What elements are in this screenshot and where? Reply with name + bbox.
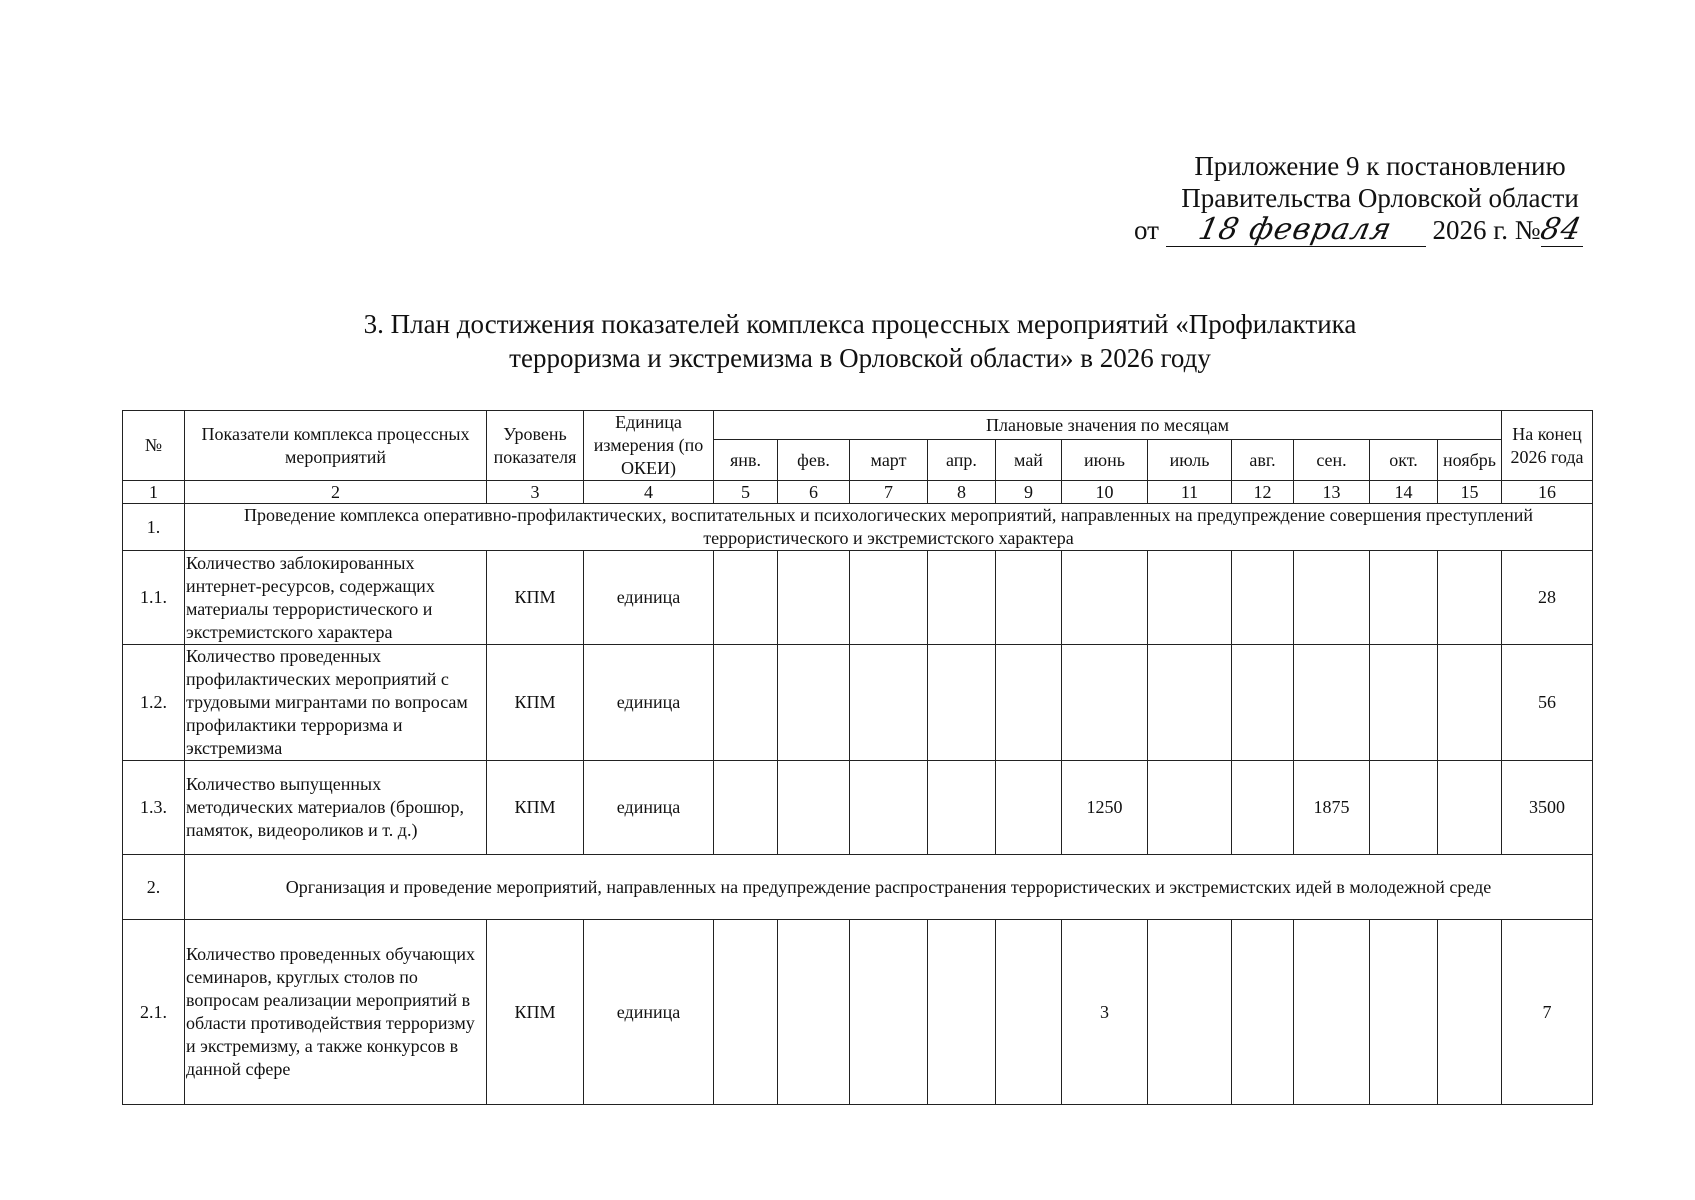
empty-cell (850, 761, 928, 855)
column-numbers-row (123, 481, 1593, 504)
empty-cell (714, 551, 778, 645)
col-num-3: 3 (487, 481, 584, 504)
empty-cell (1148, 920, 1232, 1105)
col-num-7: 7 (850, 481, 928, 504)
empty-cell (1062, 645, 1148, 761)
row-1-1-unit: единица (584, 551, 714, 645)
col-num-8: 8 (928, 481, 996, 504)
empty-cell (996, 920, 1062, 1105)
date-blank (1166, 214, 1426, 247)
row-2-1-unit: единица (584, 920, 714, 1105)
month-jan: янв. (714, 440, 778, 481)
month-apr: апр. (928, 440, 996, 481)
empty-cell (850, 645, 928, 761)
appendix-line-2: Правительства Орловской области (1181, 183, 1579, 213)
header-no: № (123, 411, 185, 481)
col-num-4: 4 (584, 481, 714, 504)
col-num-5: 5 (714, 481, 778, 504)
row-1-3-june: 1250 (1062, 761, 1148, 855)
empty-cell (778, 645, 850, 761)
month-feb: фев. (778, 440, 850, 481)
month-sep: сен. (1294, 440, 1370, 481)
table-row (123, 761, 1593, 855)
title-line-1: 3. План достижения показателей комплекса процессных мероприятий «Профилактика (363, 309, 1357, 339)
col-num-14: 14 (1370, 481, 1438, 504)
empty-cell (714, 645, 778, 761)
empty-cell (928, 551, 996, 645)
document-title (250, 307, 1470, 375)
table-row (123, 920, 1593, 1105)
empty-cell (778, 551, 850, 645)
col-num-2: 2 (185, 481, 487, 504)
row-2-1-level: КПМ (487, 920, 584, 1105)
header-planned-values: Плановые значения по месяцам (714, 411, 1502, 440)
empty-cell (928, 761, 996, 855)
month-jun: июнь (1062, 440, 1148, 481)
handwritten-number: 84 (1537, 212, 1586, 247)
row-1-2-name: Количество проведенных профилактических мероприятий с трудовыми мигрантами по вопросам профилактики терроризма и экстремизма (185, 645, 487, 761)
row-1-3-name: Количество выпущенных методических материалов (брошюр, памяток, видеороликов и т. д.) (185, 761, 487, 855)
appendix-line-1: Приложение 9 к постановлению (1194, 151, 1566, 181)
empty-cell (1062, 551, 1148, 645)
table-row (123, 645, 1593, 761)
header-year-end: На конец 2026 года (1502, 411, 1593, 481)
col-num-1: 1 (123, 481, 185, 504)
section-1-title: Проведение комплекса оперативно-профилактических, воспитательных и психологических мероприятий, направленных на предупреждение совершения преступлений террористического и экстремистского характера (185, 504, 1593, 551)
empty-cell (1232, 551, 1294, 645)
empty-cell (1232, 761, 1294, 855)
row-2-1-no: 2.1. (123, 920, 185, 1105)
from-prefix: от (1134, 215, 1159, 245)
row-1-2-unit: единица (584, 645, 714, 761)
number-blank (1537, 212, 1586, 247)
appendix-date-line (1120, 214, 1640, 247)
row-1-3-level: КПМ (487, 761, 584, 855)
col-num-12: 12 (1232, 481, 1294, 504)
empty-cell (850, 551, 928, 645)
title-line-2: терроризма и экстремизма в Орловской области» в 2026 году (509, 343, 1211, 373)
handwritten-date: 18 февраля (1195, 212, 1396, 247)
empty-cell (1438, 645, 1502, 761)
row-1-3-unit: единица (584, 761, 714, 855)
empty-cell (1294, 920, 1370, 1105)
section-1-no: 1. (123, 504, 185, 551)
empty-cell (778, 920, 850, 1105)
empty-cell (1370, 551, 1438, 645)
year-number-label: 2026 г. № (1432, 215, 1541, 245)
empty-cell (1148, 761, 1232, 855)
empty-cell (928, 645, 996, 761)
section-2-no: 2. (123, 855, 185, 920)
header-indicator: Показатели комплекса процессных мероприятий (185, 411, 487, 481)
month-may: май (996, 440, 1062, 481)
col-num-13: 13 (1294, 481, 1370, 504)
section-row-2 (123, 855, 1593, 920)
header-row-1 (123, 411, 1593, 440)
empty-cell (928, 920, 996, 1105)
row-1-2-level: КПМ (487, 645, 584, 761)
month-nov: ноябрь (1438, 440, 1502, 481)
empty-cell (714, 761, 778, 855)
header-unit: Единица измерения (по ОКЕИ) (584, 411, 714, 481)
row-1-1-level: КПМ (487, 551, 584, 645)
col-num-15: 15 (1438, 481, 1502, 504)
col-num-16: 16 (1502, 481, 1593, 504)
empty-cell (996, 761, 1062, 855)
empty-cell (1370, 920, 1438, 1105)
month-aug: авг. (1232, 440, 1294, 481)
empty-cell (778, 761, 850, 855)
empty-cell (1148, 645, 1232, 761)
col-num-10: 10 (1062, 481, 1148, 504)
empty-cell (1294, 645, 1370, 761)
row-1-3-no: 1.3. (123, 761, 185, 855)
empty-cell (1232, 920, 1294, 1105)
month-jul: июль (1148, 440, 1232, 481)
row-1-1-year-end: 28 (1502, 551, 1593, 645)
col-num-11: 11 (1148, 481, 1232, 504)
empty-cell (1294, 551, 1370, 645)
empty-cell (1370, 761, 1438, 855)
month-oct: окт. (1370, 440, 1438, 481)
table-row (123, 551, 1593, 645)
row-1-3-year-end: 3500 (1502, 761, 1593, 855)
empty-cell (1232, 645, 1294, 761)
header-level: Уровень показателя (487, 411, 584, 481)
row-2-1-name: Количество проведенных обучающих семинаров, круглых столов по вопросам реализации мероприятий в области противодействия терроризму и экстремизму, а также конкурсов в данной сфере (185, 920, 487, 1105)
empty-cell (996, 645, 1062, 761)
empty-cell (1438, 920, 1502, 1105)
empty-cell (1148, 551, 1232, 645)
plan-table (122, 410, 1593, 1105)
col-num-6: 6 (778, 481, 850, 504)
row-1-2-no: 1.2. (123, 645, 185, 761)
empty-cell (1438, 551, 1502, 645)
empty-cell (714, 920, 778, 1105)
section-2-title: Организация и проведение мероприятий, направленных на предупреждение распространения террористических и экстремистских идей в молодежной среде (185, 855, 1593, 920)
month-mar: март (850, 440, 928, 481)
row-2-1-year-end: 7 (1502, 920, 1593, 1105)
empty-cell (850, 920, 928, 1105)
section-row-1 (123, 504, 1593, 551)
empty-cell (1438, 761, 1502, 855)
row-1-3-sep: 1875 (1294, 761, 1370, 855)
col-num-9: 9 (996, 481, 1062, 504)
row-1-1-name: Количество заблокированных интернет-ресурсов, содержащих материалы террористического и экстремистского характера (185, 551, 487, 645)
appendix-header (1120, 150, 1640, 247)
empty-cell (1370, 645, 1438, 761)
row-2-1-june: 3 (1062, 920, 1148, 1105)
row-1-2-year-end: 56 (1502, 645, 1593, 761)
row-1-1-no: 1.1. (123, 551, 185, 645)
empty-cell (996, 551, 1062, 645)
